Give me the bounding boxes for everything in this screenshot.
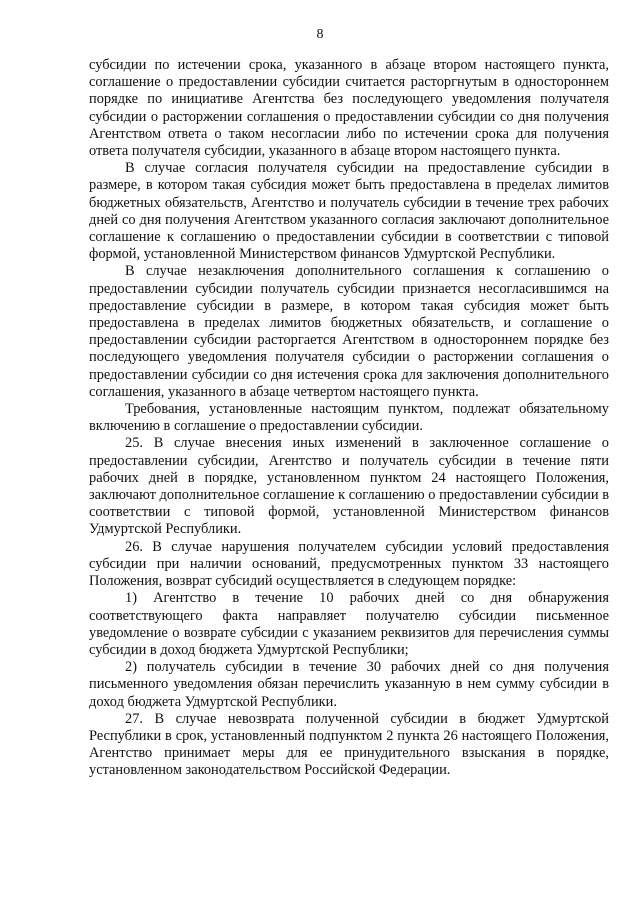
paragraph-clause-26: 26. В случае нарушения получателем субсидии условий предоставления субсидии при наличии оснований, предусмотренных пунктом 33 настоящего Положения, возврат субсидий осуществляется в следующем порядке: bbox=[89, 538, 609, 590]
paragraph-clause-26-item-2: 2) получатель субсидии в течение 30 рабочих дней со дня получения письменного уведомления обязан перечислить указанную в нем сумму субсидии в доход бюджета Удмуртской Республики. bbox=[89, 659, 609, 710]
paragraph-consent: В случае согласия получателя субсидии на предоставление субсидии в размере, в котором такая субсидия может быть предоставлена в пределах лимитов бюджетных обязательств, Агентство и получатель субсидии в течение трех рабочих дней со дня получения Агентством указанного согласия заключают дополнительное соглашение к соглашению о предоставлении субсидии в соответствии с типовой формой, установленной Министерством финансов Удмуртской Республики. bbox=[89, 160, 609, 263]
document-body bbox=[89, 57, 609, 780]
page-number: 8 bbox=[316, 27, 324, 42]
paragraph-clause-26-item-1: 1) Агентство в течение 10 рабочих дней со дня обнаружения соответствующего факта направляет получателю субсидии письменное уведомление о возврате субсидии с указанием реквизитов для перечисления суммы субсидии в доход бюджета Удмуртской Республики; bbox=[89, 590, 609, 658]
paragraph-clause-25: 25. В случае внесения иных изменений в заключенное соглашение о предоставлении субсидии, Агентство и получатель субсидии в течение пяти рабочих дней в порядке, установленном пунктом 24 настоящего Положения, заключают дополнительное соглашение к соглашению о предоставлении субсидии в соответствии с типовой формой, установленной Министерством финансов Удмуртской Республики. bbox=[89, 435, 609, 538]
paragraph-non-conclusion: В случае незаключения дополнительного соглашения к соглашению о предоставлении субсидии получатель субсидии признается несогласившимся на предоставление субсидии в размере, в котором такая субсидия может быть предоставлена в пределах лимитов бюджетных обязательств, и соглашение о предоставлении субсидии расторгается Агентством в одностороннем порядке без последующего уведомления получателя субсидии о расторжении соглашения о предоставлении субсидии со дня истечения срока для заключения дополнительного соглашения, указанного в абзаце четвертом настоящего пункта. bbox=[89, 263, 609, 400]
paragraph-requirements: Требования, установленные настоящим пунктом, подлежат обязательному включению в соглашение о предоставлении субсидии. bbox=[89, 401, 609, 435]
paragraph-continuation: субсидии по истечении срока, указанного в абзаце втором настоящего пункта, соглашение о предоставлении субсидии считается расторгнутым в одностороннем порядке по инициативе Агентства без последующего уведомления получателя субсидии о расторжении соглашения о предоставлении субсидии со дня получения Агентством ответа о таком несогласии либо по истечении срока для получения ответа получателя субсидии, указанного в абзаце втором настоящего пункта. bbox=[89, 57, 609, 160]
paragraph-clause-27: 27. В случае невозврата полученной субсидии в бюджет Удмуртской Республики в срок, установленный подпунктом 2 пункта 26 настоящего Положения, Агентство принимает меры для ее принудительного взыскания в порядке, установленном законодательством Российской Федерации. bbox=[89, 710, 609, 779]
